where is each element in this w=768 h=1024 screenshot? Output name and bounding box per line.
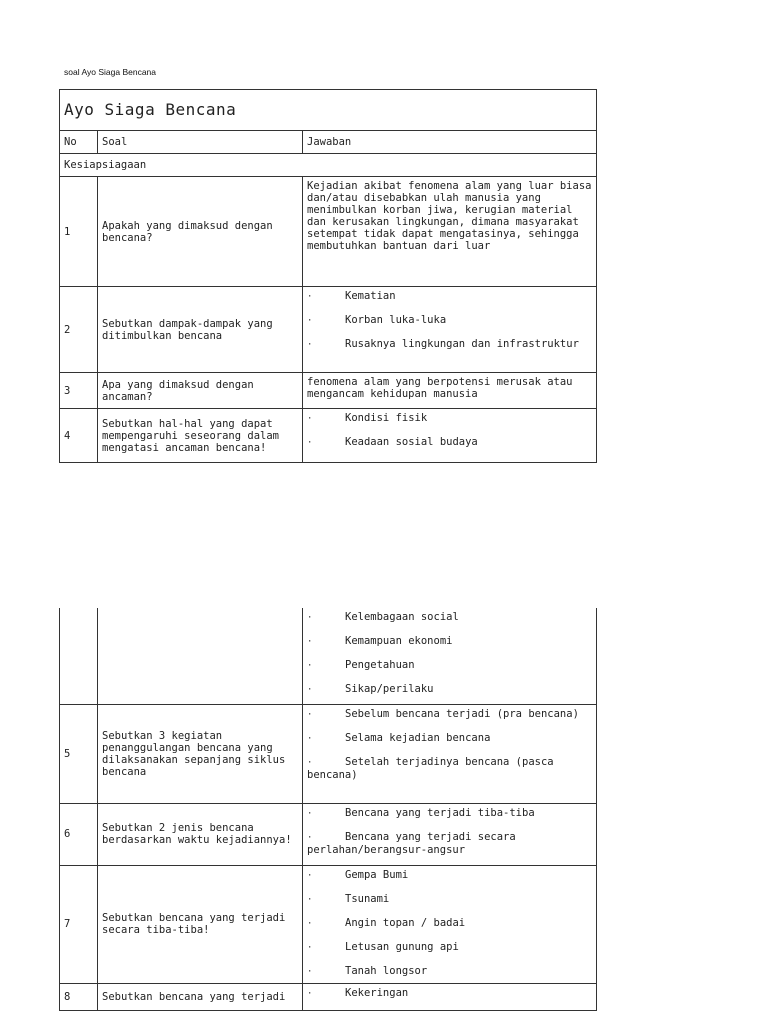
bullet-icon: · xyxy=(307,340,313,350)
bullet-icon: · xyxy=(307,966,313,977)
table-row xyxy=(60,865,597,983)
answer-cell xyxy=(303,608,597,704)
header-row xyxy=(60,131,597,154)
bullet-icon: · xyxy=(307,894,313,905)
question-cell xyxy=(98,608,303,704)
question-cell: Sebutkan bencana yang terjadi xyxy=(98,983,303,1010)
header-no: No xyxy=(60,131,98,154)
answer-item: · Kondisi fisik xyxy=(307,412,428,424)
answer-item: · Setelah terjadinya bencana (pasca bencana) xyxy=(307,755,554,781)
answer-cell xyxy=(303,373,597,409)
row-number: 6 xyxy=(60,803,98,865)
bullet-icon: · xyxy=(307,942,313,953)
question-cell: Sebutkan bencana yang terjadi secara tiba-tiba! xyxy=(98,865,303,983)
document-label: soal Ayo Siaga Bencana xyxy=(64,67,156,77)
answer-item: · Gempa Bumi xyxy=(307,868,409,881)
header-jawaban: Jawaban xyxy=(303,131,597,154)
table-row xyxy=(60,177,597,287)
quiz-table-page-2 xyxy=(59,608,597,1011)
table-row xyxy=(60,373,597,409)
row-number: 7 xyxy=(60,865,98,983)
question-cell: Sebutkan 2 jenis bencana berdasarkan waktu kejadiannya! xyxy=(98,803,303,865)
row-number: 3 xyxy=(60,373,98,409)
bullet-icon: · xyxy=(307,316,313,326)
bullet-icon: · xyxy=(307,637,313,647)
question-cell: Apa yang dimaksud dengan ancaman? xyxy=(98,373,303,409)
answer-text: fenomena alam yang berpotensi merusak atau mengancam kehidupan manusia xyxy=(307,376,573,400)
answer-item: · Tsunami xyxy=(307,892,390,905)
bullet-icon: · xyxy=(307,661,313,671)
answer-cell xyxy=(303,983,597,1010)
row-number: 4 xyxy=(60,409,98,463)
answer-item: · Selama kejadian bencana xyxy=(307,731,491,744)
bullet-icon: · xyxy=(307,988,313,999)
question-cell: Apakah yang dimaksud dengan bencana? xyxy=(98,177,303,287)
bullet-icon: · xyxy=(307,757,313,768)
bullet-icon: · xyxy=(307,613,313,623)
bullet-icon: · xyxy=(307,832,313,843)
header-soal: Soal xyxy=(98,131,303,154)
question-cell: Sebutkan dampak-dampak yang ditimbulkan bencana xyxy=(98,287,303,373)
answer-item: · Korban luka-luka xyxy=(307,314,447,326)
question-cell: Sebutkan hal-hal yang dapat mempengaruhi seseorang dalam mengatasi ancaman bencana! xyxy=(98,409,303,463)
section-row xyxy=(60,154,597,177)
table-row xyxy=(60,704,597,803)
bullet-icon: · xyxy=(307,292,313,302)
row-number xyxy=(60,608,98,704)
bullet-icon: · xyxy=(307,918,313,929)
answer-item: · Sebelum bencana terjadi (pra bencana) xyxy=(307,707,579,720)
answer-cell xyxy=(303,865,597,983)
row-number: 2 xyxy=(60,287,98,373)
answer-item: · Letusan gunung api xyxy=(307,940,459,953)
row-number: 5 xyxy=(60,704,98,803)
section-label: Kesiapsiagaan xyxy=(60,154,597,177)
answer-item: · Angin topan / badai xyxy=(307,916,466,929)
answer-cell xyxy=(303,287,597,373)
bullet-icon: · xyxy=(307,438,313,448)
bullet-icon: · xyxy=(307,733,313,744)
table-row xyxy=(60,983,597,1010)
answer-item: · Rusaknya lingkungan dan infrastruktur xyxy=(307,338,579,350)
bullet-icon: · xyxy=(307,808,313,819)
answer-cell xyxy=(303,177,597,287)
answer-item: · Sikap/perilaku xyxy=(307,683,434,695)
bullet-icon: · xyxy=(307,709,313,720)
answer-item: · Bencana yang terjadi secara perlahan/berangsur-angsur xyxy=(307,830,516,856)
answer-item: · Pengetahuan xyxy=(307,659,415,671)
bullet-icon: · xyxy=(307,870,313,881)
answer-cell xyxy=(303,803,597,865)
answer-item: · Kekeringan xyxy=(307,986,409,999)
answer-item: · Keadaan sosial budaya xyxy=(307,436,478,448)
table-row xyxy=(60,803,597,865)
table-title: Ayo Siaga Bencana xyxy=(60,90,597,131)
answer-cell xyxy=(303,704,597,803)
answer-item: · Bencana yang terjadi tiba-tiba xyxy=(307,806,535,819)
answer-text: Kejadian akibat fenomena alam yang luar biasa dan/atau disebabkan ulah manusia yang menimbulkan korban jiwa, kerugian material dan kerusakan lingkungan, dimana masyarakat setempat tidak dapat mengatasinya, sehingga membutuhkan bantuan dari luar xyxy=(307,180,592,252)
table-row xyxy=(60,287,597,373)
bullet-icon: · xyxy=(307,414,313,424)
quiz-table-page-1 xyxy=(59,89,597,463)
answer-item: · Kemampuan ekonomi xyxy=(307,635,453,647)
row-number: 8 xyxy=(60,983,98,1010)
question-cell: Sebutkan 3 kegiatan penanggulangan bencana yang dilaksanakan sepanjang siklus bencana xyxy=(98,704,303,803)
answer-item: · Kematian xyxy=(307,290,396,302)
answer-item: · Tanah longsor xyxy=(307,964,428,977)
title-row xyxy=(60,90,597,131)
table-row xyxy=(60,608,597,704)
row-number: 1 xyxy=(60,177,98,287)
table-row xyxy=(60,409,597,463)
answer-item: · Kelembagaan social xyxy=(307,611,459,623)
answer-cell xyxy=(303,409,597,463)
bullet-icon: · xyxy=(307,685,313,695)
